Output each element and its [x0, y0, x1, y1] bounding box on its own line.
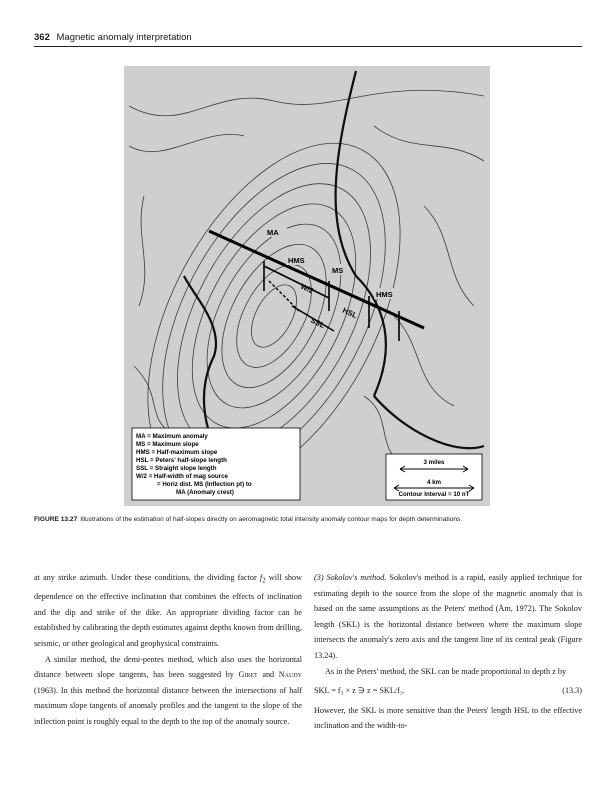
equation-body: SKL = f₃ × z ∋ z = SKL/f₃. — [314, 686, 405, 696]
label-w2: W/2 — [299, 281, 316, 296]
legend-ssl: SSL = Straight slope length — [136, 465, 217, 472]
scale-box — [386, 454, 482, 500]
contour-map-svg — [124, 66, 490, 506]
running-title: Magnetic anomaly interpretation — [56, 32, 192, 43]
equation-number: (13.3) — [562, 686, 582, 696]
right-paragraph-2: As in the Peters' method, the SKL can be made proportional to depth z by — [325, 666, 567, 676]
scale-miles: 3 miles — [423, 459, 445, 466]
contour-interval: Contour Interval = 10 nT — [398, 491, 470, 498]
scale-km: 4 km — [426, 479, 442, 486]
label-ma: MA — [267, 228, 279, 237]
section-heading: (3) Sokolov's method. — [314, 573, 387, 582]
figure-caption — [34, 515, 554, 525]
right-paragraph-1: (3) Sokolov's method. Sokolov's method is a rapid, easily applied technique for estimating depth to the source from the slope of the magnetic anomaly that is based on the same assumptions as the Peters' method (Åm, 1972). The Sokolov length (SKL) is the horizontal distance between where the maximum slope intersects the anomaly's zero axis and the tangent line of its central peak (Figure 13.24). — [314, 573, 582, 660]
left-column — [34, 570, 302, 730]
page-number: 362 — [34, 32, 50, 43]
right-paragraph-3: However, the SKL is more sensitive than the Peters' length HSL to the effective inclination and the width-to- — [314, 705, 582, 731]
legend-hsl: HSL = Peters' half-slope length — [136, 457, 227, 464]
label-hms-left: HMS — [288, 256, 305, 265]
legend-w2: W/2 = Half-width of mag source — [136, 473, 228, 480]
legend-hms: HMS = Half-maximum slope — [136, 449, 218, 456]
label-ms: MS — [332, 266, 344, 275]
caption-text: Illustrations of the estimation of half-slopes directly on aeromagnetic total intensity anomaly contour maps for depth determinations. — [80, 516, 463, 523]
legend-ma: MA = Maximum anomaly — [136, 433, 208, 440]
right-column — [314, 570, 582, 734]
legend-horiz-dist: = Horiz dist. MS (Inflection pt) to — [157, 481, 252, 488]
label-hsl: HSL — [341, 305, 359, 321]
legend-anomaly-crest: MA (Anomaly crest) — [176, 489, 234, 496]
running-header — [34, 32, 582, 43]
legend-ms: MS = Maximum slope — [136, 441, 199, 448]
label-hms-right: HMS — [376, 290, 393, 299]
equation-13-3 — [314, 683, 582, 699]
caption-label: FIGURE 13.27 — [34, 516, 78, 523]
left-paragraph-1: at any strike azimuth. Under these conditions, the dividing factor $f_2$ will show dependence on the effective inclination that combines the effects of inclination and the dip and strike of the dike. An appropriate dividing factor can be established by calibrating the depth estimates against depths known from drilling, seismic, or other geological and geophysical constraints. — [34, 573, 302, 649]
contour-map-figure — [124, 66, 490, 506]
legend-box — [132, 428, 300, 500]
left-paragraph-2: A similar method, the demi-pentes method, which also uses the horizontal distance between slope tangents, has been suggested by Giret and Naudy (1963). In this method the horizontal distance between the intersections of half maximum slope tangents of anomaly profiles and the tangent to the slope of the inflection point is roughly equal to the depth to the top of the anomaly source. — [34, 654, 302, 726]
label-ssl: SSL — [309, 315, 327, 330]
header-rule — [34, 46, 582, 47]
